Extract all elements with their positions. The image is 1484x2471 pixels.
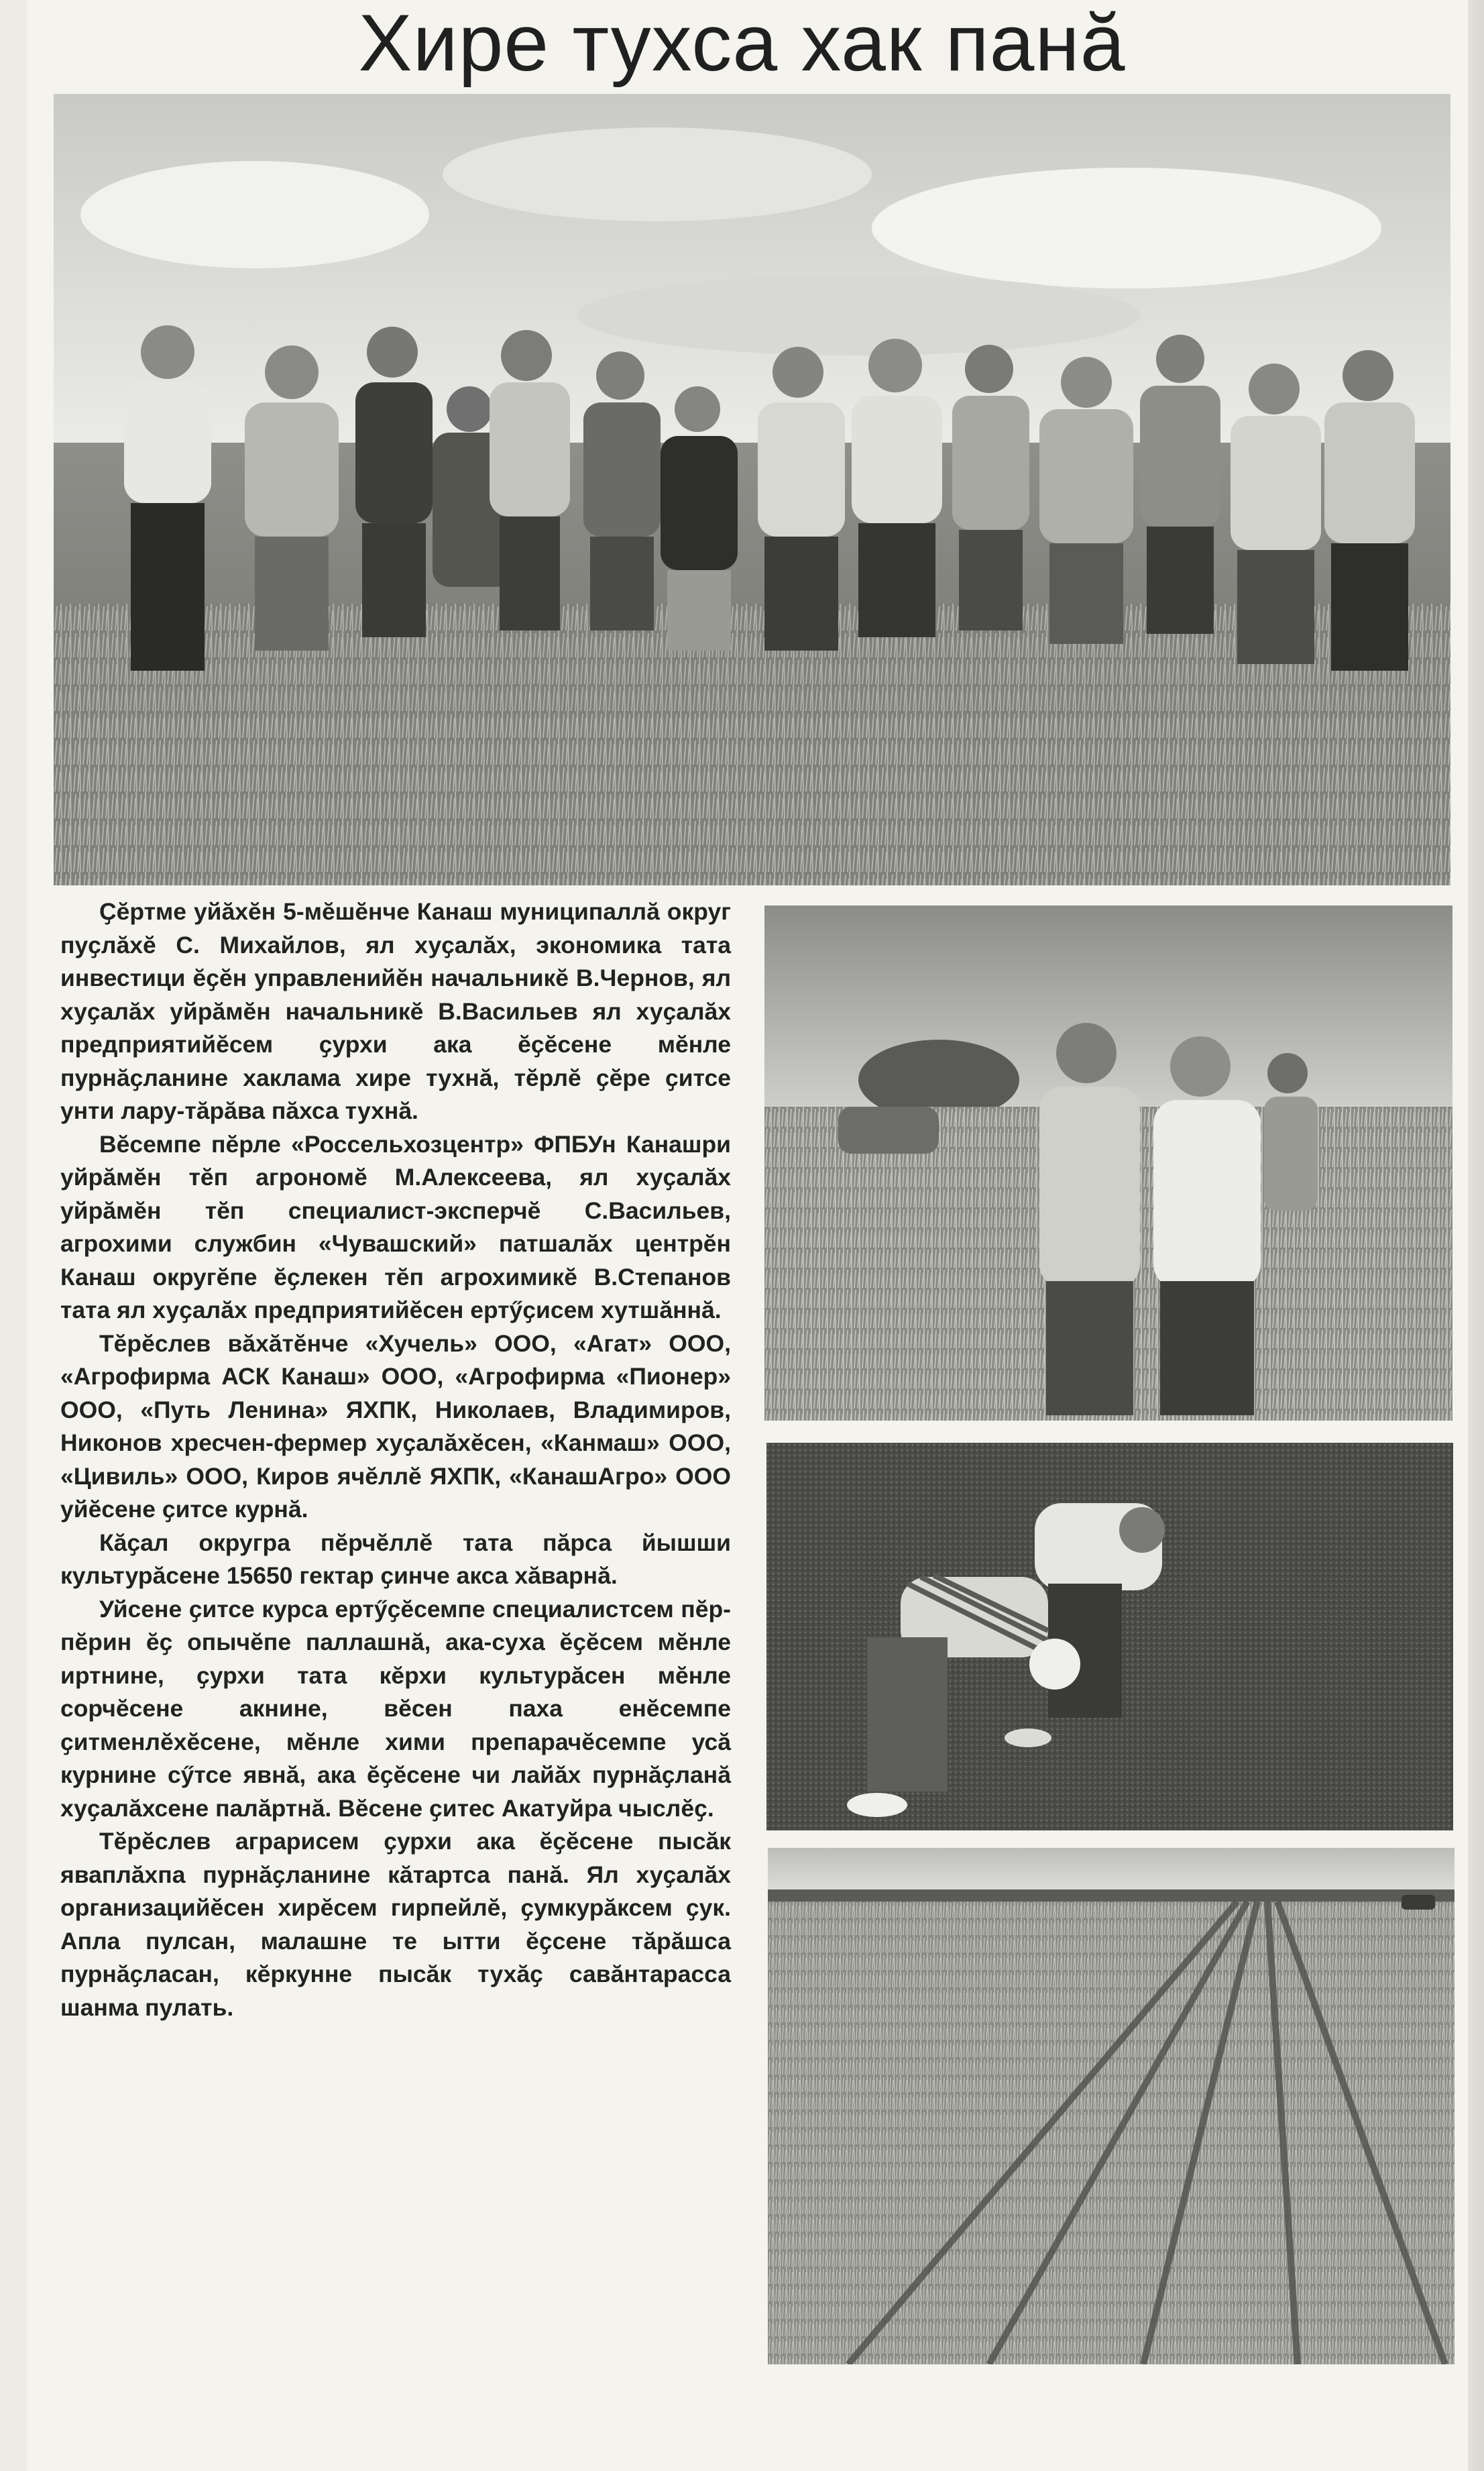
article-paragraph: Вӗсемпе пӗрле «Россельхозцентр» ФПБУн Канашри уйрӑмӗн тӗп агрономӗ М.Алексеева, ял хуҫалӑх уйрӑмӗн тӗп специалист-эксперчӗ С.Васильев, агрохими службин «Чувашский» патшалӑх центрӗн Канаш округӗпе ӗҫлекен тӗп агрохимикӗ В.Степанов тата ял хуҫалӑх предприятийӗсен ертӳҫисем хутшӑннӑ.	[60, 1130, 731, 1323]
article-paragraph: Тӗрӗслев аграрисем ҫурхи ака ӗҫӗсене пысӑк яваплӑхпа пурнӑҫланине кӑтартса панӑ. Ял хуҫалӑх организацийӗсен хирӗсем гирпейлӗ, ҫумкурӑксем ҫук. Апла пулсан, малашне те ытти ӗҫсене тӑрӑшса пурнӑҫласан, кӗркунне пысӑк тухӑҫ савӑнтарасса шанма пулать.	[60, 1828, 731, 2021]
article-headline: Хире тухса хак панӑ	[358, 0, 1126, 88]
article-paragraph: Кӑҫал округра пӗрчӗллӗ тата пӑрса йышши культурӑсене 15650 гектар ҫинче акса хӑварнӑ.	[60, 1529, 731, 1589]
group-photo	[54, 94, 1450, 885]
article-paragraph: Ҫӗртме уйӑхӗн 5-мӗшӗнче Канаш муниципаллӑ округ пуҫлӑхӗ С. Михайлов, ял хуҫалӑх, экономика тата инвестици ӗҫӗн управленийӗн начальникӗ В.Чернов, ял хуҫалӑх уйрӑмӗн начальникӗ В.Васильев ял хуҫалӑх предприятийӗсем ҫурхи ака ӗҫӗсене мӗнле пурнӑҫланине хаклама хире тухнӑ, тӗрлӗ ҫӗре ҫитсе унти лару-тӑрӑва пӑхса тухнӑ.	[60, 898, 731, 1124]
article-body	[60, 895, 731, 2398]
article-paragraph: Уйсене ҫитсе курса ертӳҫӗсемпе специалистсем пӗр-пӗрин ӗҫ опычӗпе паллашнӑ, ака-суха ӗҫӗсем мӗнле иртнине, ҫурхи тата кӗрхи культурӑсен мӗнле сорчӗсене акнине, вӗсен паха енӗсемпе ҫитменлӗхӗсене, мӗнле хими препарачӗсемпе усӑ курнине сӳтсе явнӑ, ака ӗҫӗсене чи лайӑх пурнӑҫланӑ хуҫалӑхсене палӑртнӑ. Вӗсене ҫитес Акатуйра чыслӗҫ.	[60, 1595, 731, 1822]
article-paragraph: Тӗрӗслев вӑхӑтӗнче «Хучель» ООО, «Агат» ООО, «Агрофирма АСК Канаш» ООО, «Агрофирма «Пионер» ООО, «Путь Ленина» ЯХПК, Николаев, Владимиров, Никонов хресчен-фермер хуҫалӑхӗсен, «Канмаш» ООО, «Цивиль» ООО, Киров ячӗллӗ ЯХПК, «КанашАгро» ООО уйӗсене ҫитсе курнӑ.	[60, 1329, 731, 1523]
field-rows-photo	[768, 1848, 1454, 2364]
adjacent-page-edge	[1468, 0, 1484, 2471]
soil-examination-photo	[766, 1443, 1453, 1830]
inspection-photo	[764, 905, 1452, 1421]
